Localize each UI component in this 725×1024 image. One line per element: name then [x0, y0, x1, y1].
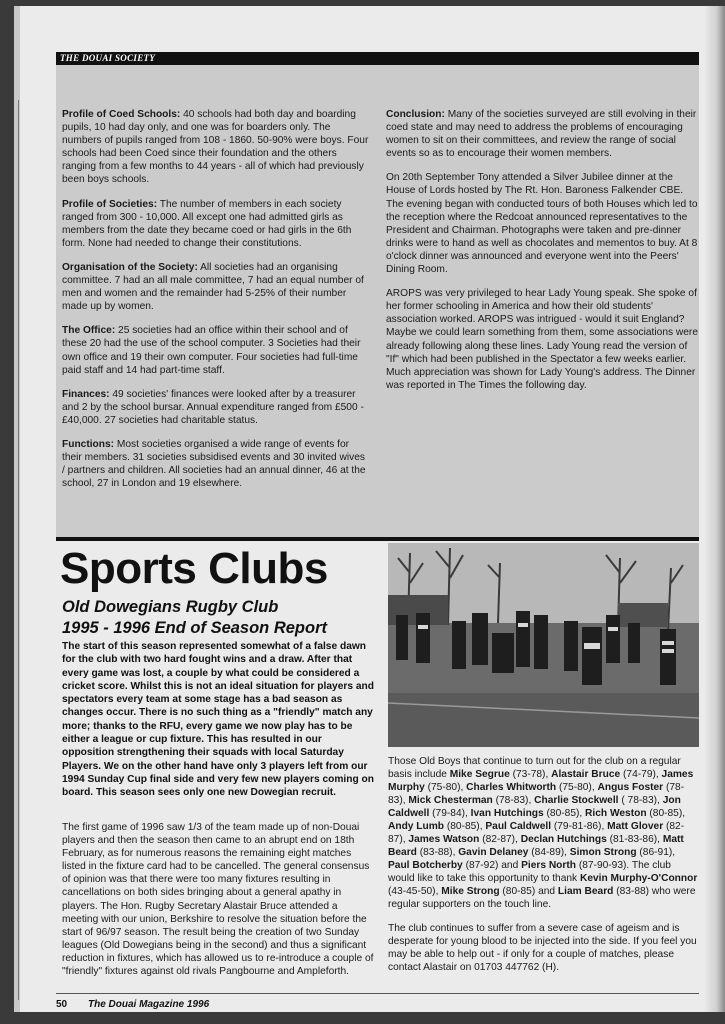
rugby-club-subtitle: Old Dowegians Rugby Club — [62, 598, 279, 616]
season-report-subtitle: 1995 - 1996 End of Season Report — [62, 619, 328, 637]
club-members-column — [388, 755, 699, 985]
list-separator: , — [515, 834, 521, 845]
survey-paragraph — [62, 388, 370, 427]
player-name: Paul Caldwell — [485, 821, 552, 832]
paragraph-heading: Functions: — [62, 438, 115, 450]
list-separator: , — [579, 808, 586, 819]
paragraph-text: 40 schools had both day and boarding pupils, 10 had day only, and one was for boarders only. The numbers of pupils ranged from 108 - 1860. 50-90% were boys. Four schools had been Coed since their foundation and the others ranging from a few months to 44 years - all of which had previously been boys schools. — [62, 109, 369, 186]
player-years: (86-91) — [636, 847, 673, 858]
sports-clubs-title: Sports Clubs — [60, 544, 328, 593]
player-name: Charlie Stockwell — [534, 795, 619, 806]
player-name: Alastair Bruce — [551, 769, 621, 780]
player-years: (81-83-86) — [606, 834, 658, 845]
paragraph-heading: Organisation of the Society: — [62, 261, 198, 273]
player-name: Simon Strong — [569, 847, 637, 858]
list-separator: , — [591, 782, 598, 793]
paragraph-heading: The Office: — [62, 325, 116, 337]
player-years: (87-90-93) — [576, 860, 627, 871]
player-years: (82-87) — [479, 834, 516, 845]
supporter-years: (80-85) — [499, 886, 536, 897]
conclusion-paragraph — [386, 108, 699, 160]
player-years: (78-83) — [388, 782, 685, 806]
player-name: Mick Chesterman — [408, 795, 493, 806]
player-years: (80-85) — [646, 808, 683, 819]
player-years: (80-85) — [444, 821, 480, 832]
list-separator: , — [402, 834, 409, 845]
supporter-years: (43-45-50) — [388, 886, 436, 897]
paragraph-text: Many of the societies surveyed are still evolving in their coed state and may need to address the problems of encouraging women to sit on their committees, and review the range of social events so as to encourage their women members. — [386, 109, 697, 160]
section-divider — [56, 537, 699, 541]
list-separator: , — [528, 795, 535, 806]
player-name: Charles Whitworth — [466, 782, 557, 793]
player-name: Paul Botcherby — [388, 860, 463, 871]
thanks-outro: who were regular supporters on the touch line. — [388, 886, 696, 910]
old-boys-intro: Those Old Boys that continue to turn out for the club on a regular basis include — [388, 756, 681, 780]
list-separator: , — [545, 769, 552, 780]
player-years: (75-80) — [424, 782, 461, 793]
paragraph-heading: Profile of Societies: — [62, 198, 158, 210]
player-name: Mike Segrue — [449, 769, 510, 780]
survey-left-column — [62, 108, 370, 501]
list-separator: , — [402, 795, 409, 806]
supporter-years: (83-88) — [613, 886, 650, 897]
player-list: Mike Segrue (73-78), Alastair Bruce (74-79), James Murphy (75-80), Charles Whitworth (75-80), Angus Foster (78-83), Mick Chesterman (78-83), Charlie Stockwell ( 78-83), Jon Caldwell (79-84), Ivan Hutchings (80-85), Rich Weston (80-85), Andy Lumb (80-85), Paul Caldwell (79-81-86), Matt Glover (82-87), James Watson (82-87), Declan Hutchings (81-83-86), Matt Beard (83-88), Gavin Delaney (84-89), Simon Strong (86-91), Paul Botcherby (87-92) and Piers North (87-90-93). — [388, 769, 694, 871]
paragraph-heading: Finances: — [62, 388, 110, 400]
thanks-intro: The club would like to take this opportunity to thank — [388, 860, 671, 884]
supporter-name: Liam Beard — [557, 886, 614, 897]
player-years: (80-85) — [543, 808, 580, 819]
list-separator: , — [682, 808, 686, 819]
list-separator: , — [655, 769, 662, 780]
player-years: (79-81-86) — [551, 821, 602, 832]
player-name: Matt Beard — [388, 834, 684, 858]
paragraph-text: 49 societies' finances were looked after by a treasurer and 2 by the school bursar. Annual expenditure ranged from £500 - £40,000. 27 societies had charitable status. — [62, 388, 364, 426]
survey-paragraph — [62, 261, 370, 313]
page-number: 50 — [56, 999, 68, 1010]
rugby-team-photo — [388, 543, 699, 747]
player-name: Piers North — [521, 860, 576, 871]
player-years: (79-84) — [429, 808, 465, 819]
paragraph-heading: Profile of Coed Schools: — [62, 109, 181, 120]
list-separator: , — [601, 821, 608, 832]
player-years: (78-83) — [492, 795, 529, 806]
player-name: Declan Hutchings — [520, 834, 607, 845]
player-name: Matt Glover — [607, 821, 664, 832]
binding-line — [18, 100, 19, 1000]
paragraph-text: Most societies organised a wide range of events for their members. 31 societies subsidised events and 30 invited wives / partners and children. All societies had an annual dinner, 46 at the school, 27 in London and 19 elsewhere. — [62, 438, 366, 490]
report-body: The first game of 1996 saw 1/3 of the team made up of non-Douai players and then the season then came to an abrupt end on 18th February, as for numerous reasons the remaining eight matches listed in the fixture card had to be cancelled. The general consensus of opinion was that there were too many fixtures resulting in cancellations on both sides bringing about a general apathy in players. The Hon. Rugby Secretary Alastair Bruce attended a meeting with our union, Berkshire to resolve the situation before the start of 96/97 season. The result being the creation of two Sunday leagues (Old Dowegians being in the second) and thus a significant reduction in fixtures, which has allowed us to re-introduce a couple of "friendly" fixtures against old rivals Pangbourne and Ampleforth. — [62, 822, 374, 978]
page-curl-shadow — [704, 6, 725, 1012]
lady-young-paragraph: AROPS was very privileged to hear Lady Young speak. She spoke of her former schooling in America and how their old students' association worked. AROPS was intrigued - would it suit England? Maybe we could learn something from them, some associations were already following along these lines. Lady Young read the version of "If" which had been published in the Spectator a few weeks earlier. Much appreciation was shown for Lady Young's address. The Dinner was reported in The Times the following day. — [386, 288, 698, 391]
player-name: Rich Weston — [585, 808, 647, 819]
player-years: (82-87) — [388, 821, 685, 845]
supporter-name: Kevin Murphy-O'Connor — [579, 873, 698, 884]
player-name: James Watson — [408, 834, 480, 845]
player-years: (84-89) — [528, 847, 565, 858]
player-years: (83-88) — [416, 847, 453, 858]
report-intro: The start of this season represented somewhat of a false dawn for the club with two hard fought wins and a draw. After that every game was lost, a couple by what could be considered a cricket score. Whilst this is not an ideal situation for players and spectators every team at some stage has a bad season as changes occur. There is no such thing as a "friendly" match any more; thanks to the RFU, every game we now play has to be either a league or cup fixture. This has resulted in our opposition strengthening their squads with local Saturday Players. We on the other hand have only 3 players left from our 1994 Sunday Cup final side and very few new players coming on board. This season sees only one new Dowegian recruit. — [62, 641, 374, 799]
survey-paragraph — [62, 198, 370, 250]
page-binding-edge — [14, 6, 20, 1012]
rugby-photo-icon — [388, 543, 699, 747]
footer-rule — [56, 993, 699, 994]
player-name: Jon Caldwell — [388, 795, 681, 819]
magazine-title: The Douai Magazine 1996 — [88, 999, 210, 1010]
supporter-list: Kevin Murphy-O'Connor (43-45-50), Mike Strong (80-85) and Liam Beard (83-88) — [388, 873, 698, 897]
paragraph-text: 25 societies had an office within their school and of these 20 had the use of the school computer. 3 Societies had their own office and 19 their own computer. Four societies had full-time paid staff and 14 had part-time staff. — [62, 325, 361, 376]
list-separator: , — [465, 808, 471, 819]
player-years: (73-78) — [509, 769, 546, 780]
player-years: (87-92) — [462, 860, 499, 871]
dinner-paragraph: On 20th September Tony attended a Silver Jubilee dinner at the House of Lords hosted by The Rt. Hon. Baroness Falkender CBE. The evening began with conducted tours of both Houses which led to the reception where the Redcoat announced representatives to the President and Chairman. Photographs were taken and pre-dinner drinks were to hand as well as chocolates and mementos to buy. At 8 o'clock dinner was announced and everyone went into the Peers' Dining Room. — [386, 172, 698, 276]
player-name: Angus Foster — [597, 782, 664, 793]
paragraph-text: The number of members in each society ranged from 300 - 10,000. All except one had admitted girls as members from the date they became coed or had girls in the 6th form. None had needed to change their constitutions. — [62, 198, 352, 249]
paragraph-text: All societies had an organising committee. 7 had an all male committee, 7 had an equal number of men and women and the remainder had 5-25% of their number made up by women. — [62, 261, 364, 313]
player-name: James Murphy — [388, 769, 694, 793]
list-separator: , — [460, 782, 467, 793]
list-separator: , — [657, 795, 663, 806]
player-name: Ivan Hutchings — [470, 808, 544, 819]
paragraph-heading: Conclusion: — [386, 109, 445, 120]
section-header: THE DOUAI SOCIETY — [60, 53, 156, 63]
list-separator: , — [479, 821, 486, 832]
list-separator: , — [564, 847, 570, 858]
survey-paragraph — [62, 438, 370, 490]
survey-right-column — [386, 108, 699, 403]
player-years: ( 78-83) — [618, 795, 658, 806]
player-years: (74-79) — [620, 769, 656, 780]
closing-paragraph: The club continues to suffer from a severe case of ageism and is desperate for young blood to be injected into the side. If you feel you may be able to help out - if only for a couple of matches, please contact Alastair on 01703 447762 (H). — [388, 923, 697, 973]
survey-paragraph — [62, 324, 370, 376]
list-separator: , — [452, 847, 459, 858]
list-separator: , — [672, 847, 676, 858]
list-separator: and — [498, 860, 522, 871]
list-separator: , — [657, 834, 663, 845]
player-name: Andy Lumb — [388, 821, 445, 832]
survey-paragraph — [62, 108, 370, 187]
player-name: Gavin Delaney — [458, 847, 529, 858]
old-boys-paragraph — [388, 755, 699, 911]
supporter-name: Mike Strong — [441, 886, 500, 897]
player-years: (75-80) — [556, 782, 592, 793]
